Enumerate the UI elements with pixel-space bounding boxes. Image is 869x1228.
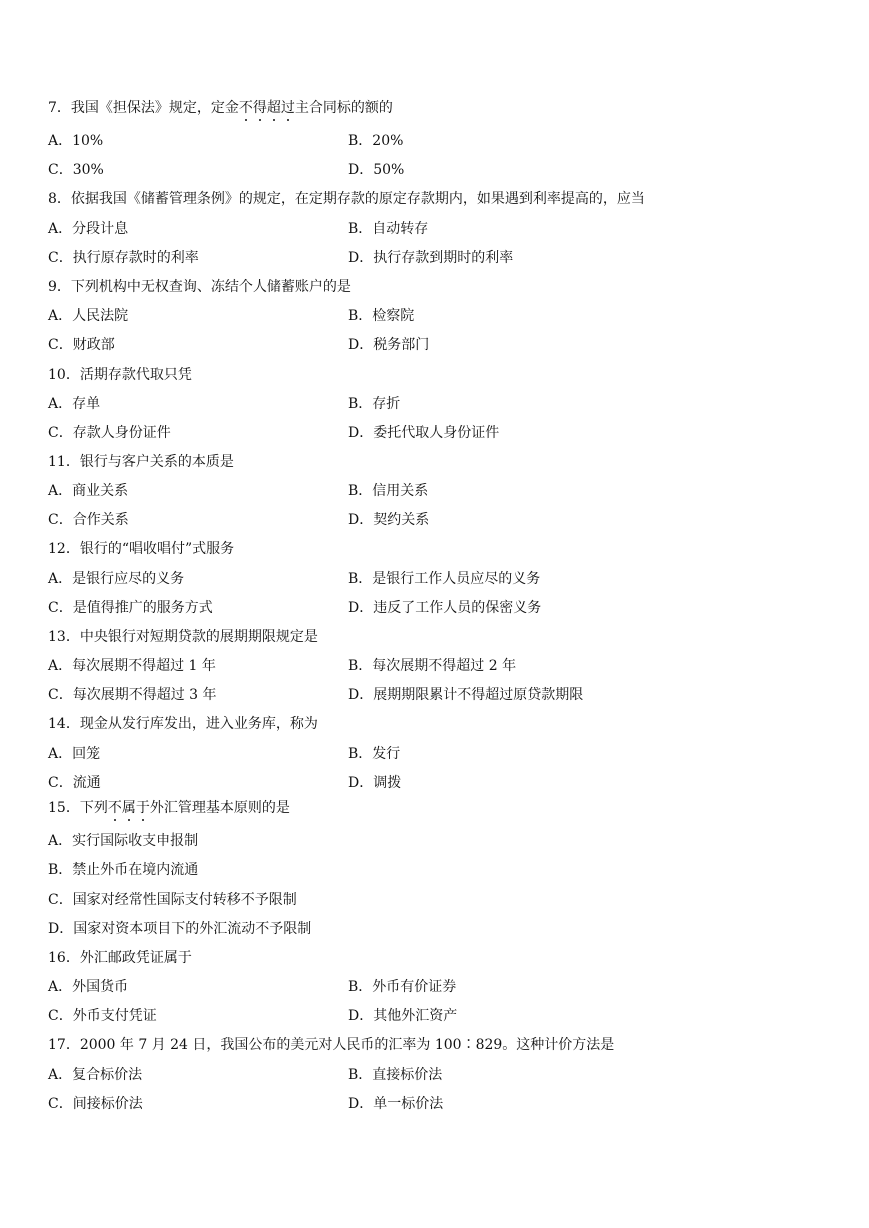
option: D．其他外汇资产 xyxy=(348,1008,458,1024)
option: B．信用关系 xyxy=(348,483,429,499)
question-16-stem: 16．外汇邮政凭证属于 xyxy=(48,950,192,966)
option: A．存单 xyxy=(48,396,101,412)
option: A．每次展期不得超过 1 年 xyxy=(48,658,216,674)
option: B．直接标价法 xyxy=(348,1067,443,1083)
option: D．执行存款到期时的利率 xyxy=(348,250,514,266)
option: D．调拨 xyxy=(348,775,402,791)
emphasis-char: 属 xyxy=(121,800,136,816)
option: A．实行国际收支申报制 xyxy=(48,833,199,849)
option: D．税务部门 xyxy=(348,337,430,353)
question-11-stem: 11．银行与客户关系的本质是 xyxy=(48,454,234,470)
emphasis-char: 不 xyxy=(107,800,122,816)
option: C．间接标价法 xyxy=(48,1096,143,1112)
option: C．外币支付凭证 xyxy=(48,1008,157,1024)
option: C．30% xyxy=(48,162,104,178)
question-7-stem: 7．我国《担保法》规定，定金不得超过主合同标的额的 xyxy=(48,100,393,116)
emphasis-char: 超 xyxy=(266,100,281,116)
question-10-stem: 10．活期存款代取只凭 xyxy=(48,367,192,383)
option: B．检察院 xyxy=(348,308,415,324)
option: B．发行 xyxy=(348,746,401,762)
option: D．50% xyxy=(348,162,405,178)
question-13-stem: 13．中央银行对短期贷款的展期期限规定是 xyxy=(48,629,318,645)
option: A．是银行应尽的义务 xyxy=(48,571,185,587)
question-15-stem: 15．下列不属于外汇管理基本原则的是 xyxy=(48,800,290,816)
question-8-stem: 8．依据我国《储蓄管理条例》的规定，在定期存款的原定存款期内，如果遇到利率提高的，应当 xyxy=(48,191,645,207)
option: A．外国货币 xyxy=(48,979,129,995)
option: C．存款人身份证件 xyxy=(48,425,171,441)
option: B．禁止外币在境内流通 xyxy=(48,862,199,878)
option: C．每次展期不得超过 3 年 xyxy=(48,687,217,703)
option: D．委托代取人身份证件 xyxy=(348,425,500,441)
option: C．合作关系 xyxy=(48,512,129,528)
emphasis-text xyxy=(108,800,150,816)
question-12-stem: 12．银行的“唱收唱付”式服务 xyxy=(48,541,235,557)
question-9-stem: 9．下列机构中无权查询、冻结个人储蓄账户的是 xyxy=(48,279,351,295)
emphasis-char: 过 xyxy=(280,100,295,116)
option: D．展期期限累计不得超过原贷款期限 xyxy=(348,687,584,703)
option: C．流通 xyxy=(48,775,101,791)
option: A．回笼 xyxy=(48,746,101,762)
option: A．商业关系 xyxy=(48,483,129,499)
option: B．20% xyxy=(348,133,404,149)
option: B．自动转存 xyxy=(348,221,429,237)
option: B．外币有价证券 xyxy=(348,979,457,995)
option: D．单一标价法 xyxy=(348,1096,444,1112)
option: B．存折 xyxy=(348,396,401,412)
option: A．分段计息 xyxy=(48,221,129,237)
option: D．违反了工作人员的保密义务 xyxy=(348,600,542,616)
option: A．复合标价法 xyxy=(48,1067,143,1083)
question-14-stem: 14．现金从发行库发出，进入业务库，称为 xyxy=(48,716,318,732)
emphasis-char: 得 xyxy=(252,100,267,116)
option: C．国家对经常性国际支付转移不予限制 xyxy=(48,892,297,908)
emphasis-char: 于 xyxy=(135,800,150,816)
option: C．执行原存款时的利率 xyxy=(48,250,199,266)
option: A．10% xyxy=(48,133,104,149)
emphasis-text xyxy=(239,100,295,116)
option: A．人民法院 xyxy=(48,308,129,324)
question-17-stem: 17．2000 年 7 月 24 日，我国公布的美元对人民币的汇率为 100∶829。这种计价方法是 xyxy=(48,1037,615,1053)
emphasis-char: 不 xyxy=(238,100,253,116)
option: C．财政部 xyxy=(48,337,115,353)
option: B．是银行工作人员应尽的义务 xyxy=(348,571,541,587)
option: B．每次展期不得超过 2 年 xyxy=(348,658,517,674)
option: D．国家对资本项目下的外汇流动不予限制 xyxy=(48,921,312,937)
option: D．契约关系 xyxy=(348,512,430,528)
option: C．是值得推广的服务方式 xyxy=(48,600,213,616)
